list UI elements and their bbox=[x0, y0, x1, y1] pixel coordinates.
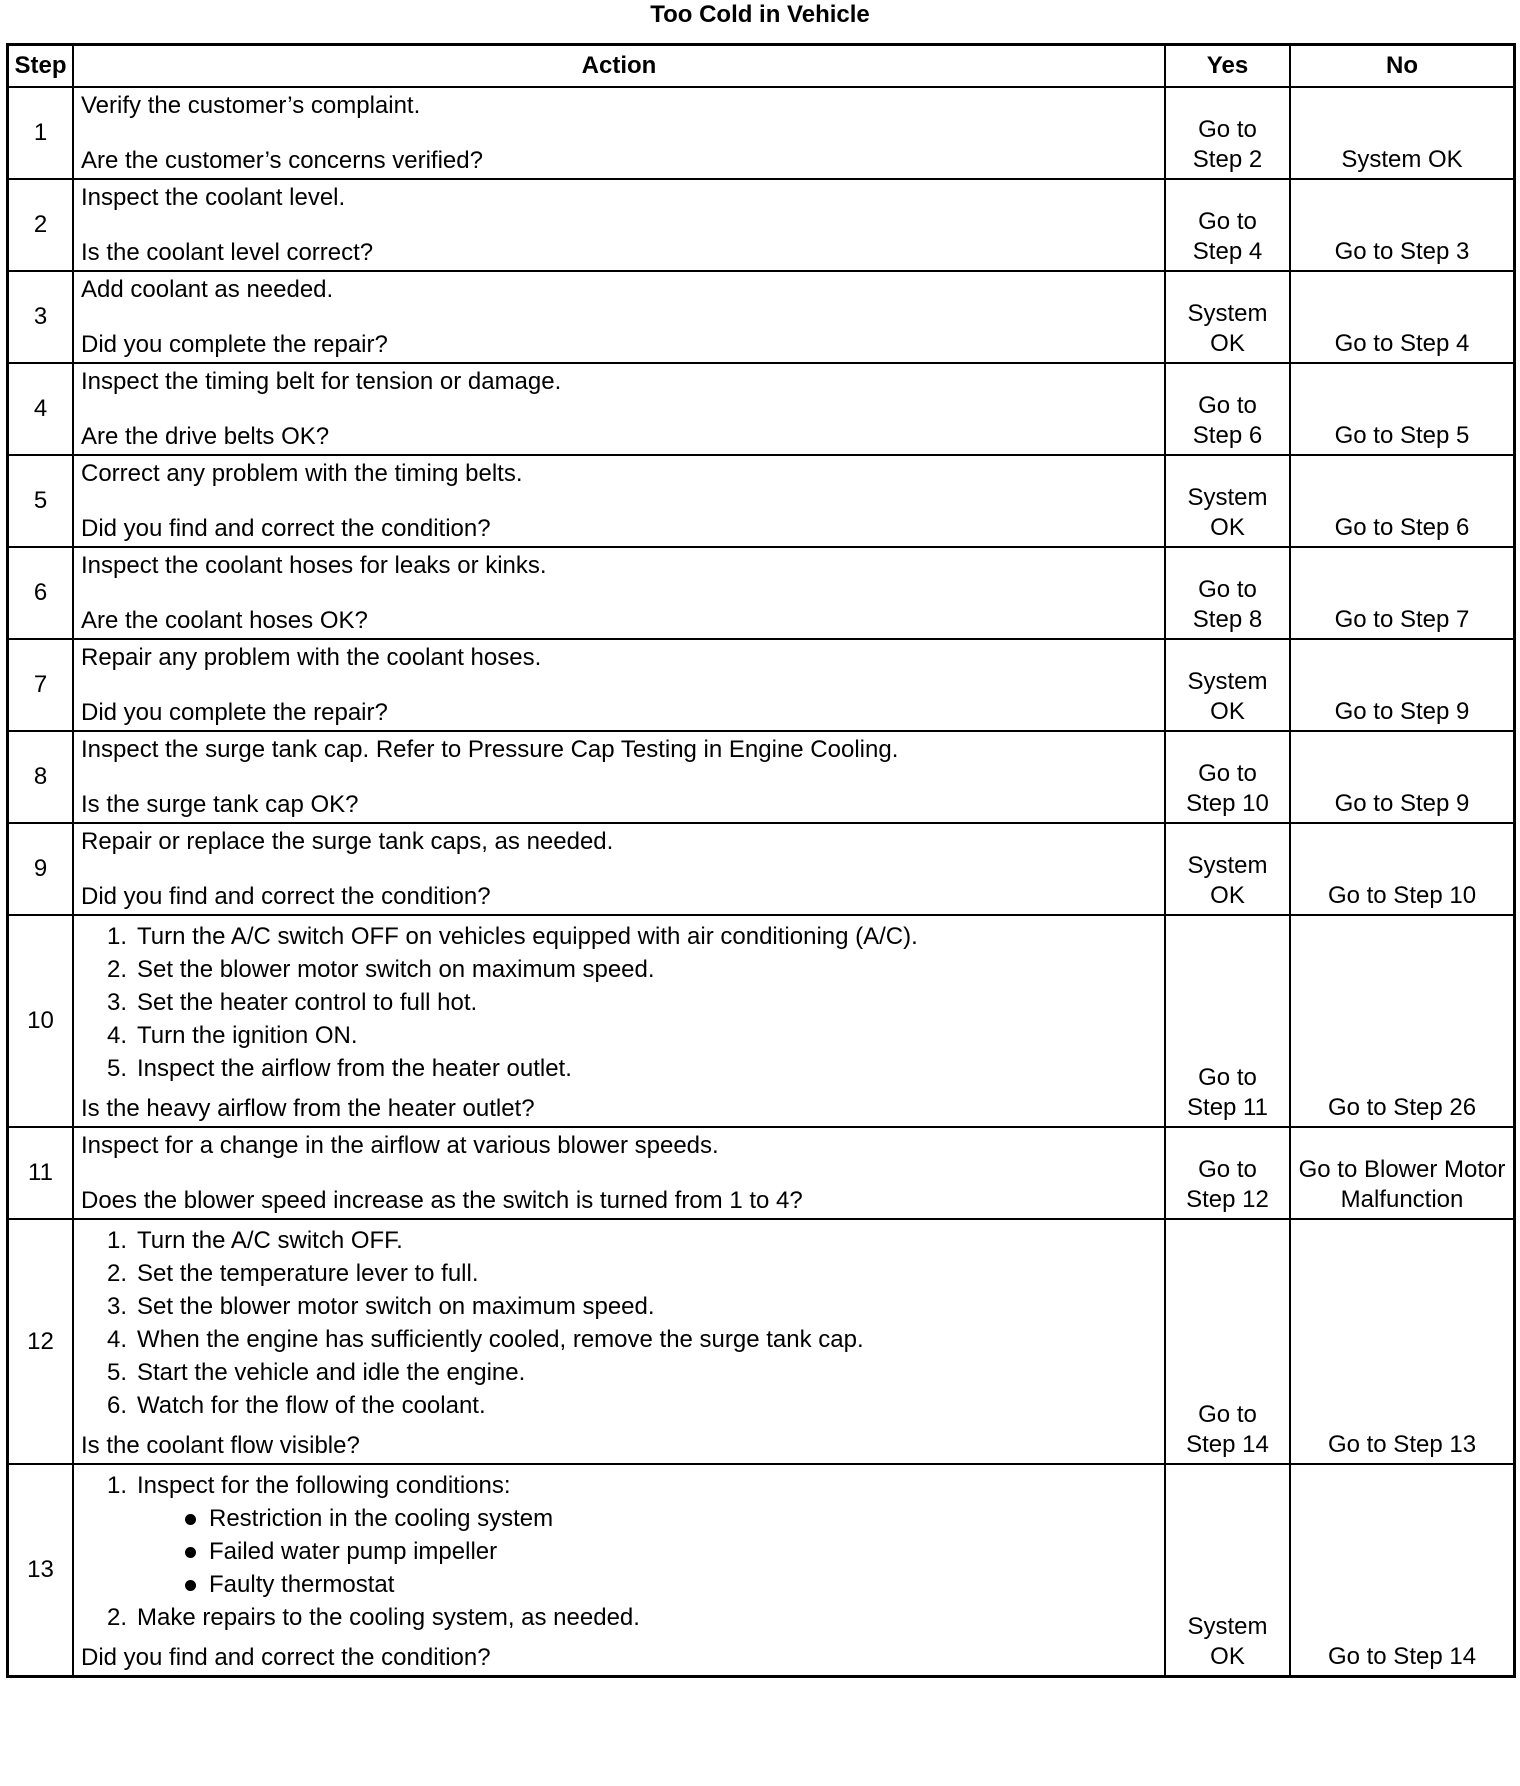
table-row bbox=[9, 823, 1513, 915]
substep-text: Start the vehicle and idle the engine. bbox=[137, 1359, 526, 1386]
yes-result bbox=[1165, 271, 1290, 363]
yes-result-line: OK bbox=[1210, 1643, 1245, 1670]
step-number: 11 bbox=[9, 1127, 73, 1219]
action-cell bbox=[73, 731, 1165, 823]
action-text: Inspect the coolant hoses for leaks or kinks. bbox=[81, 552, 547, 579]
no-result bbox=[1290, 731, 1513, 823]
action-cell bbox=[73, 179, 1165, 271]
substep-list bbox=[81, 1224, 1158, 1422]
action-question: Is the surge tank cap OK? bbox=[81, 791, 359, 818]
yes-result-line: Go to bbox=[1198, 116, 1257, 143]
substep-list bbox=[81, 920, 1158, 1085]
no-result bbox=[1290, 363, 1513, 455]
yes-result bbox=[1165, 731, 1290, 823]
no-result-line: Go to Step 7 bbox=[1334, 606, 1470, 633]
step-number: 2 bbox=[9, 179, 73, 271]
substep-number: 2. bbox=[107, 956, 128, 983]
substep-list bbox=[81, 1469, 1158, 1634]
bullet-text: Failed water pump impeller bbox=[209, 1538, 498, 1565]
no-result-line: Go to Step 3 bbox=[1334, 238, 1470, 265]
action-cell bbox=[73, 1219, 1165, 1464]
action-cell bbox=[73, 271, 1165, 363]
no-result-line: System OK bbox=[1341, 146, 1463, 173]
yes-result-line: Step 4 bbox=[1192, 238, 1263, 265]
yes-result bbox=[1165, 87, 1290, 179]
substep-text: Inspect the airflow from the heater outlet. bbox=[137, 1055, 572, 1082]
no-result-line: Go to Step 13 bbox=[1327, 1431, 1477, 1458]
yes-result-line: Step 6 bbox=[1192, 422, 1263, 449]
action-text: Repair any problem with the coolant hoses. bbox=[81, 644, 542, 671]
step-number: 3 bbox=[9, 271, 73, 363]
no-result bbox=[1290, 179, 1513, 271]
step-number: 13 bbox=[9, 1464, 73, 1675]
no-result bbox=[1290, 1464, 1513, 1675]
no-result-line: Go to Step 9 bbox=[1334, 790, 1470, 817]
table-row bbox=[9, 363, 1513, 455]
yes-result-line: System bbox=[1187, 852, 1268, 879]
action-question: Did you complete the repair? bbox=[81, 331, 388, 358]
substep-text: Set the heater control to full hot. bbox=[137, 989, 478, 1016]
bullet-text: Faulty thermostat bbox=[209, 1571, 395, 1598]
bullet-item bbox=[185, 1568, 1158, 1601]
substep-item bbox=[107, 1052, 1158, 1085]
yes-result-line: System bbox=[1187, 668, 1268, 695]
substep-item bbox=[107, 1224, 1158, 1257]
no-result bbox=[1290, 87, 1513, 179]
yes-result bbox=[1165, 179, 1290, 271]
yes-result-line: Step 8 bbox=[1192, 606, 1263, 633]
no-result bbox=[1290, 1127, 1513, 1219]
substep-number: 1. bbox=[107, 1227, 128, 1254]
table-row bbox=[9, 87, 1513, 179]
substep-number: 3. bbox=[107, 989, 128, 1016]
yes-result-line: Go to bbox=[1198, 1401, 1257, 1428]
yes-result bbox=[1165, 363, 1290, 455]
bullet-icon bbox=[185, 1547, 196, 1558]
bullet-icon bbox=[185, 1514, 196, 1525]
yes-result bbox=[1165, 1127, 1290, 1219]
yes-result-line: Step 14 bbox=[1186, 1431, 1269, 1458]
table-row bbox=[9, 1127, 1513, 1219]
yes-result-line: Go to bbox=[1198, 1156, 1257, 1183]
yes-result bbox=[1165, 639, 1290, 731]
substep-number: 1. bbox=[107, 923, 128, 950]
substep-item bbox=[107, 953, 1158, 986]
action-question: Did you find and correct the condition? bbox=[81, 883, 491, 910]
no-result bbox=[1290, 271, 1513, 363]
no-result-line: Go to Step 5 bbox=[1334, 422, 1470, 449]
table-title: Too Cold in Vehicle bbox=[650, 1, 870, 28]
yes-result-line: Step 12 bbox=[1186, 1186, 1269, 1213]
header-row bbox=[9, 46, 1513, 87]
yes-result-line: Step 2 bbox=[1192, 146, 1263, 173]
bullet-icon bbox=[185, 1580, 196, 1591]
no-result-line: Go to Step 6 bbox=[1334, 514, 1470, 541]
substep-item bbox=[107, 1257, 1158, 1290]
step-number: 4 bbox=[9, 363, 73, 455]
yes-result bbox=[1165, 823, 1290, 915]
action-question: Are the coolant hoses OK? bbox=[81, 607, 368, 634]
substep-item bbox=[107, 1290, 1158, 1323]
action-cell bbox=[73, 915, 1165, 1127]
action-text: Add coolant as needed. bbox=[81, 276, 334, 303]
no-result bbox=[1290, 915, 1513, 1127]
substep-number: 5. bbox=[107, 1359, 128, 1386]
step-number: 5 bbox=[9, 455, 73, 547]
no-result-line: Go to Blower Motor bbox=[1298, 1156, 1506, 1183]
table-row bbox=[9, 639, 1513, 731]
substep-item bbox=[107, 1019, 1158, 1052]
yes-result bbox=[1165, 1219, 1290, 1464]
step-number: 12 bbox=[9, 1219, 73, 1464]
bullet-list bbox=[137, 1502, 1158, 1601]
no-result bbox=[1290, 823, 1513, 915]
action-question: Is the coolant level correct? bbox=[81, 239, 374, 266]
no-result bbox=[1290, 547, 1513, 639]
yes-result bbox=[1165, 915, 1290, 1127]
action-question: Are the customer’s concerns verified? bbox=[81, 147, 483, 174]
action-text: Correct any problem with the timing belts. bbox=[81, 460, 523, 487]
substep-number: 6. bbox=[107, 1392, 128, 1419]
yes-result-line: Go to bbox=[1198, 760, 1257, 787]
table-row bbox=[9, 547, 1513, 639]
no-result-line: Go to Step 4 bbox=[1334, 330, 1470, 357]
yes-result-line: OK bbox=[1210, 514, 1245, 541]
substep-text: Set the blower motor switch on maximum speed. bbox=[137, 956, 655, 983]
table-body bbox=[9, 87, 1513, 1675]
diagnostic-table-frame bbox=[6, 43, 1516, 1678]
no-result bbox=[1290, 1219, 1513, 1464]
substep-item bbox=[107, 1389, 1158, 1422]
table-row bbox=[9, 731, 1513, 823]
substep-text: Make repairs to the cooling system, as needed. bbox=[137, 1604, 640, 1631]
substep-number: 3. bbox=[107, 1293, 128, 1320]
action-question: Did you complete the repair? bbox=[81, 699, 388, 726]
table-row bbox=[9, 271, 1513, 363]
no-result-line: Malfunction bbox=[1340, 1186, 1464, 1213]
bullet-item bbox=[185, 1535, 1158, 1568]
no-result-line: Go to Step 10 bbox=[1327, 882, 1477, 909]
action-text: Inspect the coolant level. bbox=[81, 184, 346, 211]
yes-result-line: OK bbox=[1210, 882, 1245, 909]
substep-text: Inspect for the following conditions: bbox=[137, 1472, 511, 1499]
step-number: 7 bbox=[9, 639, 73, 731]
no-result-line: Go to Step 14 bbox=[1327, 1643, 1477, 1670]
step-number: 1 bbox=[9, 87, 73, 179]
substep-text: Turn the A/C switch OFF. bbox=[137, 1227, 403, 1254]
header-action: Action bbox=[73, 46, 1165, 87]
substep-number: 2. bbox=[107, 1604, 128, 1631]
yes-result-line: Step 11 bbox=[1187, 1094, 1268, 1121]
action-cell bbox=[73, 363, 1165, 455]
table-row bbox=[9, 179, 1513, 271]
substep-item bbox=[107, 1356, 1158, 1389]
table-row bbox=[9, 1219, 1513, 1464]
action-cell bbox=[73, 823, 1165, 915]
substep-item bbox=[107, 1323, 1158, 1356]
action-cell bbox=[73, 639, 1165, 731]
substep-text: Set the temperature lever to full. bbox=[137, 1260, 479, 1287]
no-result bbox=[1290, 455, 1513, 547]
substep-item bbox=[107, 986, 1158, 1019]
bullet-text: Restriction in the cooling system bbox=[209, 1505, 554, 1532]
substep-number: 2. bbox=[107, 1260, 128, 1287]
yes-result bbox=[1165, 1464, 1290, 1675]
no-result-line: Go to Step 26 bbox=[1327, 1094, 1477, 1121]
substep-text: Set the blower motor switch on maximum speed. bbox=[137, 1293, 655, 1320]
yes-result bbox=[1165, 547, 1290, 639]
substep-number: 4. bbox=[107, 1326, 128, 1353]
yes-result-line: System bbox=[1187, 1613, 1268, 1640]
action-text: Verify the customer’s complaint. bbox=[81, 92, 421, 119]
no-result bbox=[1290, 639, 1513, 731]
yes-result-line: Go to bbox=[1198, 392, 1257, 419]
substep-text: Turn the A/C switch OFF on vehicles equipped with air conditioning (A/C). bbox=[137, 923, 918, 950]
yes-result-line: Go to bbox=[1198, 1064, 1257, 1091]
action-cell bbox=[73, 455, 1165, 547]
header-step: Step bbox=[9, 46, 73, 87]
header-yes: Yes bbox=[1165, 46, 1290, 87]
substep-item bbox=[107, 920, 1158, 953]
substep-number: 4. bbox=[107, 1022, 128, 1049]
yes-result-line: Go to bbox=[1198, 208, 1257, 235]
bullet-item bbox=[185, 1502, 1158, 1535]
step-number: 9 bbox=[9, 823, 73, 915]
action-text: Inspect for a change in the airflow at various blower speeds. bbox=[81, 1132, 719, 1159]
table-row bbox=[9, 915, 1513, 1127]
yes-result-line: OK bbox=[1210, 698, 1245, 725]
action-text: Inspect the timing belt for tension or damage. bbox=[81, 368, 562, 395]
action-question: Are the drive belts OK? bbox=[81, 423, 330, 450]
action-question: Did you find and correct the condition? bbox=[81, 515, 491, 542]
action-cell bbox=[73, 1127, 1165, 1219]
table-row bbox=[9, 1464, 1513, 1675]
action-text: Repair or replace the surge tank caps, as needed. bbox=[81, 828, 614, 855]
yes-result-line: System bbox=[1187, 484, 1268, 511]
action-cell bbox=[73, 87, 1165, 179]
substep-text: Watch for the flow of the coolant. bbox=[137, 1392, 486, 1419]
yes-result-line: Step 10 bbox=[1186, 790, 1269, 817]
substep-text: When the engine has sufficiently cooled, remove the surge tank cap. bbox=[137, 1326, 864, 1353]
action-cell bbox=[73, 1464, 1165, 1675]
header-no: No bbox=[1290, 46, 1513, 87]
step-number: 8 bbox=[9, 731, 73, 823]
table-row bbox=[9, 455, 1513, 547]
yes-result bbox=[1165, 455, 1290, 547]
action-question: Is the heavy airflow from the heater outlet? bbox=[81, 1095, 535, 1122]
action-cell bbox=[73, 547, 1165, 639]
action-question: Does the blower speed increase as the switch is turned from 1 to 4? bbox=[81, 1187, 803, 1214]
step-number: 10 bbox=[9, 915, 73, 1127]
substep-number: 5. bbox=[107, 1055, 128, 1082]
substep-number: 1. bbox=[107, 1472, 128, 1499]
yes-result-line: OK bbox=[1210, 330, 1245, 357]
diagnostic-table bbox=[9, 46, 1513, 1675]
substep-item bbox=[107, 1469, 1158, 1601]
yes-result-line: System bbox=[1187, 300, 1268, 327]
action-question: Did you find and correct the condition? bbox=[81, 1644, 491, 1671]
action-question: Is the coolant flow visible? bbox=[81, 1432, 360, 1459]
no-result-line: Go to Step 9 bbox=[1334, 698, 1470, 725]
action-text: Inspect the surge tank cap. Refer to Pressure Cap Testing in Engine Cooling. bbox=[81, 736, 899, 763]
yes-result-line: Go to bbox=[1198, 576, 1257, 603]
step-number: 6 bbox=[9, 547, 73, 639]
substep-item bbox=[107, 1601, 1158, 1634]
substep-text: Turn the ignition ON. bbox=[137, 1022, 358, 1049]
